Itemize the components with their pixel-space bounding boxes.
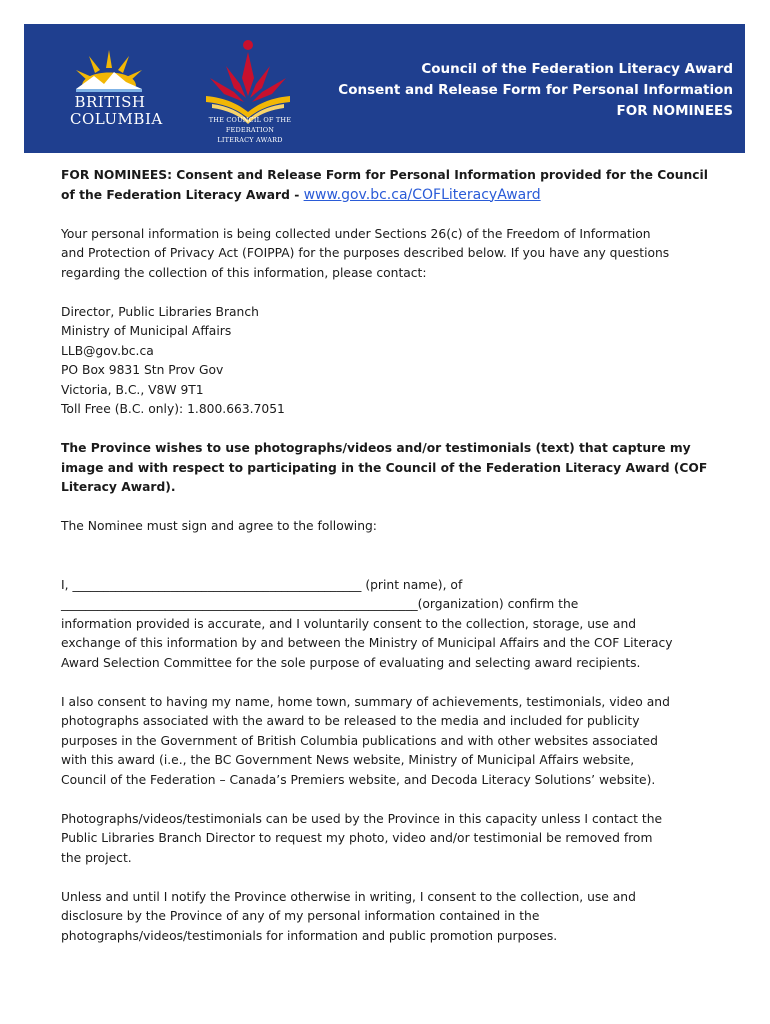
contact-block: Director, Public Libraries Branch Ministry of Municipal Affairs LLB@gov.bc.ca PO Box 9831 Stn Prov Gov Victoria, B.C., V8W 9T1 Toll Free (B.C. only): 1.800.663.7051 [61, 303, 711, 420]
title-line: Consent and Release Form for Personal Information [338, 82, 733, 98]
cof-award-link[interactable]: www.gov.bc.ca/COFLiteracyAward [303, 186, 541, 203]
print-name-field: I, _______________________________________________ (print name), of [61, 577, 463, 592]
section-heading: FOR NOMINEES: Consent and Release Form for Personal Information provided for the Council of the Federation Literacy Award - www.gov.bc.ca/COFLiteracyAward [61, 168, 708, 203]
contact-phone: Toll Free (B.C. only): 1.800.663.7051 [61, 402, 285, 416]
title-line: Council of the Federation Literacy Award [421, 61, 733, 77]
contact-email: LLB@gov.bc.ca [61, 343, 154, 358]
consent-paragraph-3: Photographs/videos/testimonials can be used by the Province in this capacity unless I contact the Public Libraries Branch Director to request my photo, video and/or testimonial be removed from the project. [61, 811, 663, 865]
bc-wordmark: BRITISH COLUMBIA [70, 93, 163, 128]
document-body [61, 166, 711, 946]
consent-paragraph-4: Unless and until I notify the Province otherwise in writing, I consent to the collection, use and disclosure by the Province of any of my personal information contained in the photographs/videos/testimonials for information and public promotion purposes. [61, 889, 636, 943]
province-statement: The Province wishes to use photographs/videos and/or testimonials (text) that capture my image and with respect to participating in the Council of the Federation Literacy Award (COF Literacy Award). [61, 441, 708, 494]
organization-field: __________________________________________________________(organization) confirm the [61, 597, 579, 611]
collection-notice: Your personal information is being collected under Sections 26(c) of the Freedom of Information and Protection of Privacy Act (FOIPPA) for the purposes described below. If you have any questions regarding the collection of this information, please contact: [61, 226, 670, 280]
title-line: FOR NOMINEES [616, 103, 733, 119]
consent-paragraph-1: I, _______________________________________________ (print name), of __________________________________________________________(organization) confirm the information provided is accurate, and I voluntarily consent to the collection, storage, use and exchange of this information by and between the Ministry of Municipal Affairs and the COF Literacy Award Selection Committee for the sole purpose of evaluating and selecting award recipients. [61, 576, 711, 674]
form-title [338, 59, 733, 122]
header-banner [24, 24, 745, 153]
cof-wordmark: THE COUNCIL OF THE FEDERATION LITERACY AWARD [208, 116, 292, 144]
consent-paragraph-2: I also consent to having my name, home town, summary of achievements, testimonials, video and photographs associated with the award to be released to the media and included for publicity purposes in the Government of British Columbia publications and with other websites associated with this award (i.e., the BC Government News website, Ministry of Municipal Affairs website, Council of the Federation – Canada’s Premiers website, and Decoda Literacy Solutions’ website). [61, 694, 670, 787]
nominee-intro: The Nominee must sign and agree to the following: [61, 519, 377, 533]
